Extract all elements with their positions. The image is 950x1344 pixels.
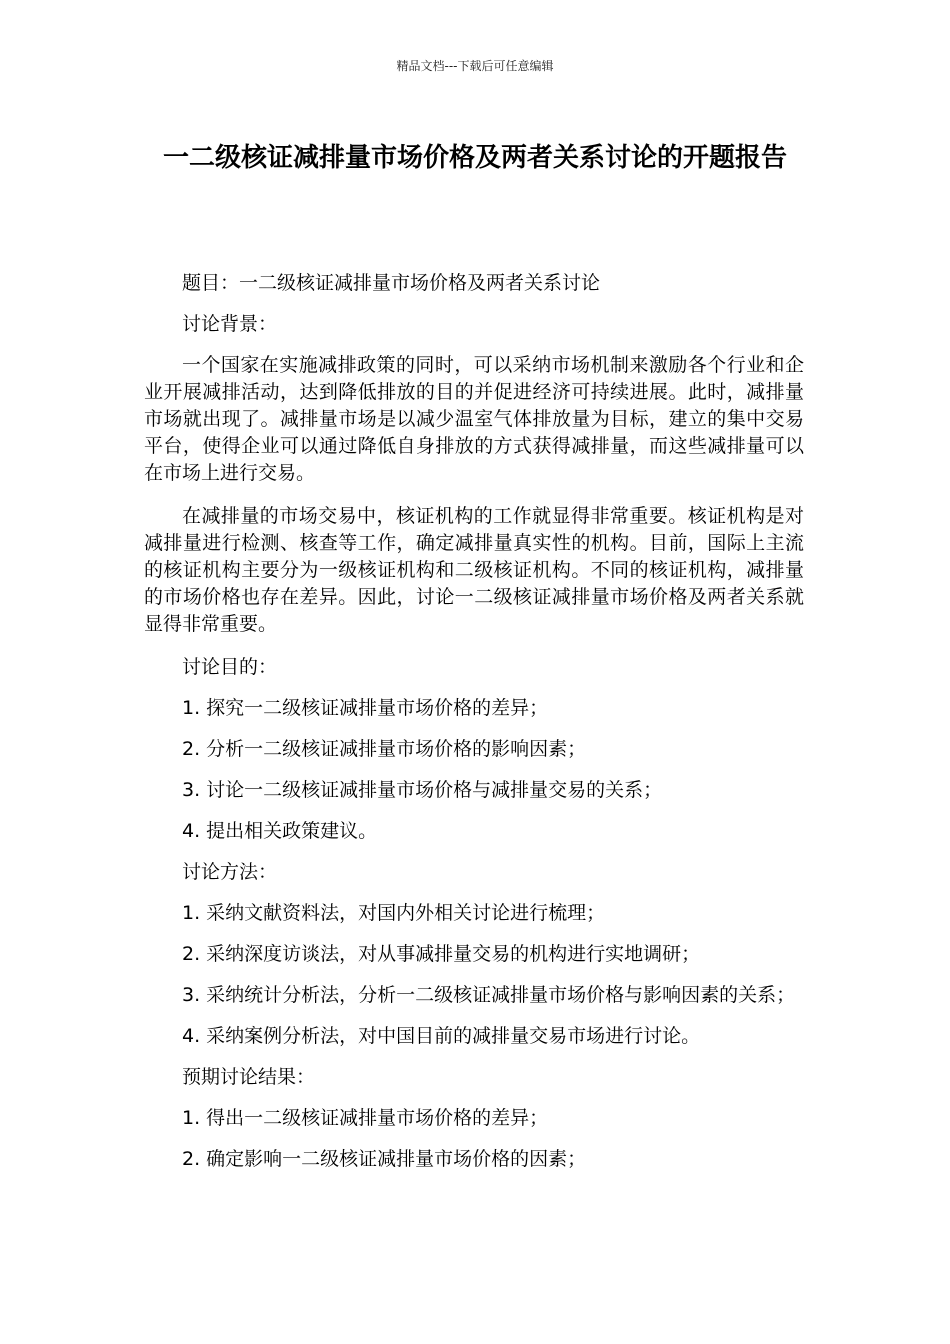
topic-line: 题目：一二级核证减排量市场价格及两者关系讨论 [182,272,601,294]
background-paragraph-1: 一个国家在实施减排政策的同时，可以采纳市场机制来激励各个行业和企业开展减排活动，达到降低排放的目的并促进经济可持续进展。此时，减排量市场就出现了。减排量市场是以减少温室气体排放量为目标，建立的集中交易平台，使得企业可以通过降低自身排放的方式获得减排量，而这些减排量可以在市场上进行交易。 [144,354,804,484]
purpose-item-4: 4. 提出相关政策建议。 [182,820,378,842]
method-item-3: 3. 采纳统计分析法，分析一二级核证减排量市场价格与影响因素的关系； [182,984,796,1006]
method-item-4: 4. 采纳案例分析法，对中国目前的减排量交易市场进行讨论。 [182,1025,701,1047]
purpose-heading: 讨论目的： [182,656,278,678]
background-heading: 讨论背景： [182,313,278,335]
purpose-item-1: 1. 探究一二级核证减排量市场价格的差异； [182,697,549,719]
results-heading: 预期讨论结果： [182,1066,316,1088]
purpose-item-2: 2. 分析一二级核证减排量市场价格的影响因素； [182,738,587,760]
method-item-1: 1. 采纳文献资料法，对国内外相关讨论进行梳理； [182,902,606,924]
purpose-item-3: 3. 讨论一二级核证减排量市场价格与减排量交易的关系； [182,779,663,801]
results-item-1: 1. 得出一二级核证减排量市场价格的差异； [182,1107,549,1129]
background-paragraph-2: 在减排量的市场交易中，核证机构的工作就显得非常重要。核证机构是对减排量进行检测、核查等工作，确定减排量真实性的机构。目前，国际上主流的核证机构主要分为一级核证机构和二级核证机构。不同的核证机构，减排量的市场价格也存在差异。因此，讨论一二级核证减排量市场价格及两者关系就显得非常重要。 [144,505,804,635]
header-note: 精品文档---下载后可任意编辑 [396,59,554,73]
method-item-2: 2. 采纳深度访谈法，对从事减排量交易的机构进行实地调研； [182,943,701,965]
results-item-2: 2. 确定影响一二级核证减排量市场价格的因素； [182,1148,587,1170]
method-heading: 讨论方法： [182,861,278,883]
document-body [144,270,804,1187]
document-title: 一二级核证减排量市场价格及两者关系讨论的开题报告 [162,143,787,173]
